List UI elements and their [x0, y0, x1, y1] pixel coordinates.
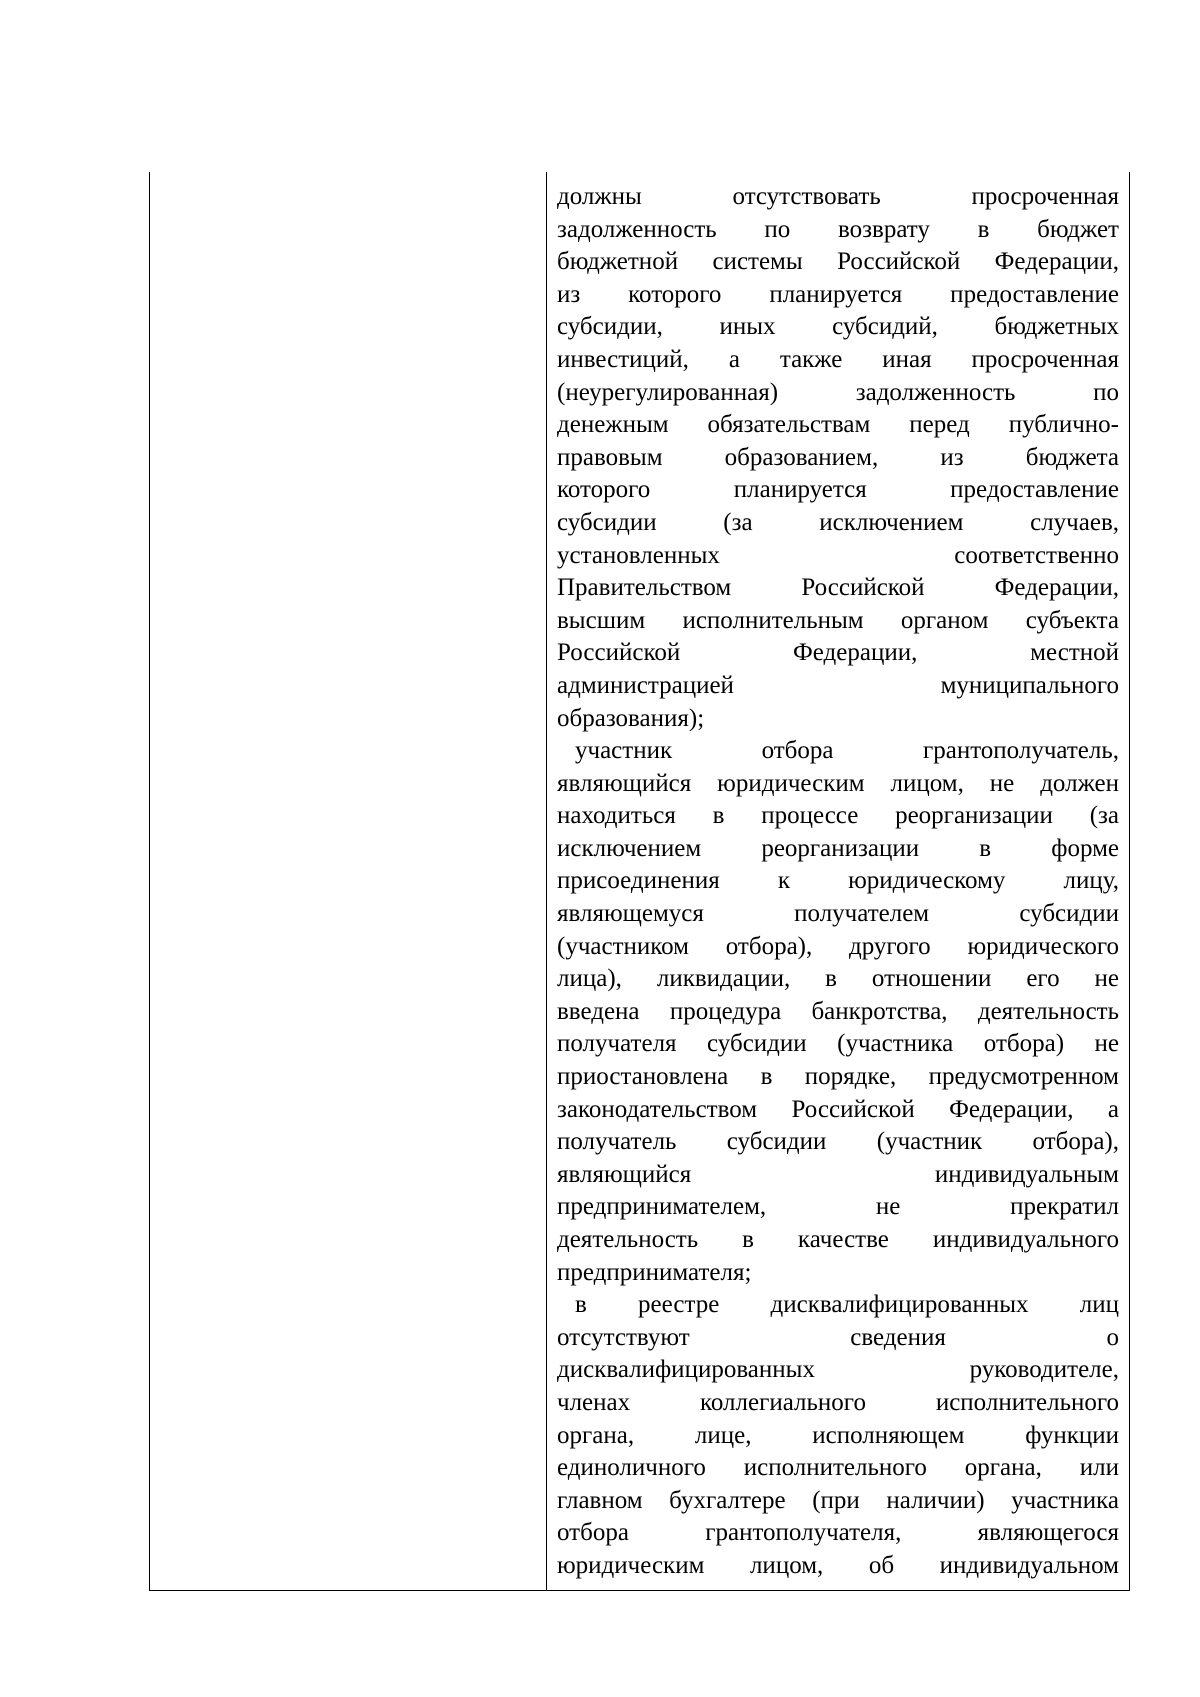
text-line: денежным обязательствам перед публично-	[557, 411, 1119, 439]
text-line: присоединения к юридическому лицу,	[557, 867, 1119, 895]
text-line: получателя субсидии (участника отбора) не	[557, 1030, 1119, 1058]
text-line: отсутствуют сведения о	[557, 1323, 1119, 1351]
text-line: задолженность по возврату в бюджет	[557, 215, 1119, 243]
text-line: находиться в процессе реорганизации (за	[557, 802, 1119, 830]
text-line: которого планируется предоставление	[557, 476, 1119, 504]
text-line: предпринимателем, не прекратил	[557, 1193, 1119, 1221]
text-line: из которого планируется предоставление	[557, 280, 1119, 308]
text-line: введена процедура банкротства, деятельность	[557, 997, 1119, 1025]
text-line: исключением реорганизации в форме	[557, 834, 1119, 862]
text-line: Российской Федерации, местной	[557, 639, 1119, 667]
text-line: предпринимателя;	[557, 1258, 752, 1286]
text-line: высшим исполнительным органом субъекта	[557, 606, 1119, 634]
text-line: должны отсутствовать просроченная	[557, 183, 1119, 210]
text-line: администрацией муниципального	[557, 671, 1119, 699]
text-line: (участником отбора), другого юридического	[557, 932, 1119, 960]
text-line: отбора грантополучателя, являющегося	[557, 1519, 1119, 1547]
text-line: законодательством Российской Федерации, а	[557, 1095, 1119, 1123]
text-line: лица), ликвидации, в отношении его не	[557, 965, 1119, 993]
text-line: субсидии (за исключением случаев,	[557, 508, 1119, 536]
text-line: органа, лице, исполняющем функции	[557, 1421, 1119, 1449]
text-line: образования);	[557, 704, 705, 732]
text-line: являющийся индивидуальным	[557, 1160, 1119, 1188]
text-line: юридическим лицом, об индивидуальном	[557, 1551, 1119, 1579]
text-line: правовым образованием, из бюджета	[557, 443, 1119, 471]
text-line: субсидии, иных субсидий, бюджетных	[557, 313, 1119, 341]
text-line: единоличного исполнительного органа, или	[557, 1454, 1119, 1482]
text-line: получатель субсидии (участник отбора),	[557, 1128, 1119, 1156]
text-line: в реестре дисквалифицированных лиц	[575, 1291, 1119, 1319]
text-line: членах коллегиального исполнительного	[557, 1388, 1119, 1416]
text-line: участник отбора грантополучатель,	[575, 737, 1119, 765]
document-table	[149, 172, 1130, 1591]
table-cell-right	[546, 172, 1130, 1590]
text-line: дисквалифицированных руководителе,	[557, 1356, 1119, 1384]
text-line: инвестиций, а также иная просроченная	[557, 345, 1119, 373]
text-line: приостановлена в порядке, предусмотренном	[557, 1063, 1119, 1091]
text-line: деятельность в качестве индивидуального	[557, 1226, 1119, 1253]
text-line: установленных соответственно	[557, 541, 1119, 569]
text-line: (неурегулированная) задолженность по	[557, 378, 1119, 406]
text-line: главном бухгалтере (при наличии) участника	[557, 1486, 1119, 1514]
text-line: являющемуся получателем субсидии	[557, 900, 1119, 928]
text-line: являющийся юридическим лицом, не должен	[557, 769, 1119, 797]
text-line: Правительством Российской Федерации,	[557, 574, 1119, 602]
text-line: бюджетной системы Российской Федерации,	[557, 248, 1119, 276]
table-cell-left	[149, 172, 546, 1590]
